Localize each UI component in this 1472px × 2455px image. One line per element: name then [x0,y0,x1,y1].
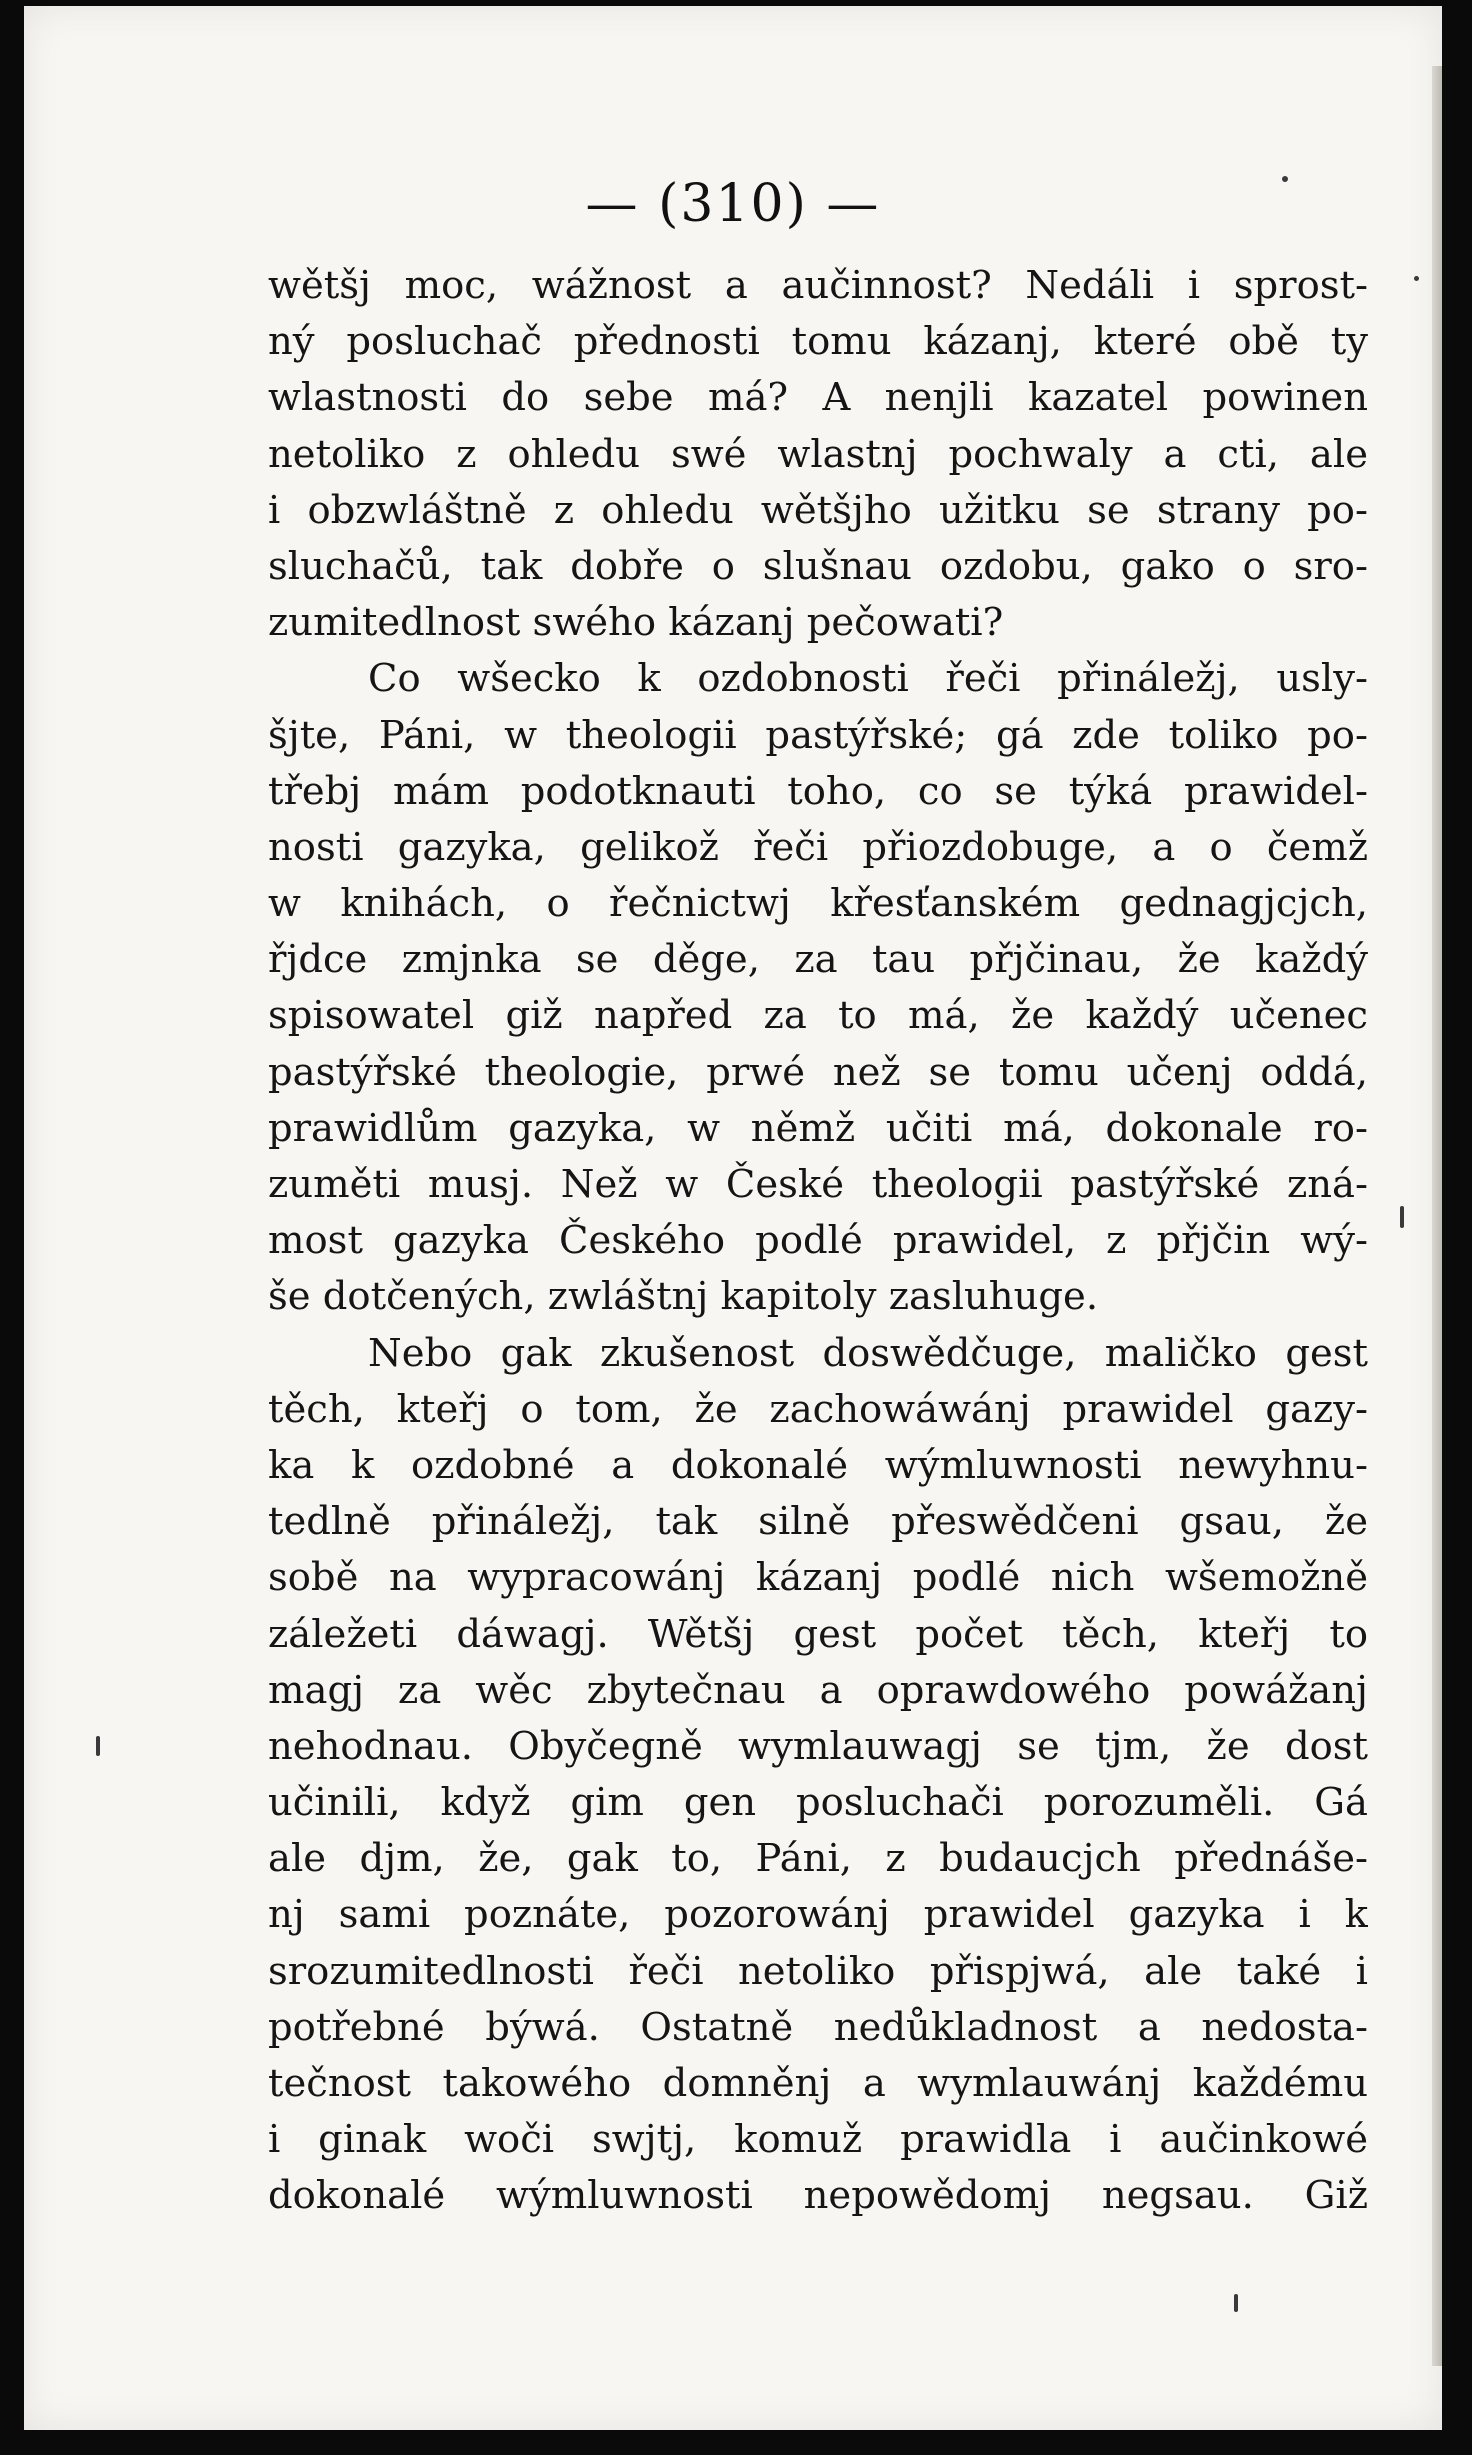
text-line: těch, kteřj o tom, že zachowáwánj prawidel gazy- [268,1386,1368,1432]
text-line: še dotčených, zwláštnj kapitoly zasluhuge. [268,1274,1099,1320]
text-line: nehodnau. Obyčegně wymlauwagj se tjm, že dost [268,1723,1368,1769]
text-line: zumitedlnost swého kázanj pečowati? [268,600,1004,646]
text-line: tečnost takowého domněnj a wymlauwánj každému [268,2061,1368,2106]
text-line: třebj mám podotknauti toho, co se týká prawidel- [268,768,1368,814]
text-line: i ginak woči swjtj, komuž prawidla i aučinkowé [268,2117,1368,2163]
text-line: spisowatel giž napřed za to má, že každý učenec [268,993,1368,1039]
text-line: zuměti musj. Než w České theologii pastýřské zná- [268,1162,1368,1207]
text-line: záležeti dáwagj. Wětšj gest počet těch, kteřj to [268,1611,1368,1657]
print-speck [1414,276,1419,281]
text-line: potřebné býwá. Ostatně nedůkladnost a nedosta- [268,2004,1368,2050]
text-line: sobě na wypracowánj kázanj podlé nich wšemožně [268,1555,1368,1601]
text-line: nosti gazyka, gelikož řeči přiozdobuge, a o čemž [268,824,1368,870]
page-edge-shadow [1432,66,1442,2366]
text-line: tedlně přináležj, tak silně přeswědčeni gsau, že [268,1499,1368,1545]
text-line: učinili, když gim gen posluchači porozuměli. Gá [268,1780,1368,1826]
text-line: ale djm, že, gak to, Páni, z budaucjch přednáše- [268,1836,1368,1882]
text-line: Co wšecko k ozdobnosti řeči přináležj, usly- [368,656,1368,702]
text-line: srozumitedlnosti řeči netoliko přispjwá, ale také i [268,1948,1368,1994]
body-text [268,258,1368,2225]
text-line: nj sami poznáte, pozorowánj prawidel gazyka i k [268,1892,1368,1938]
print-speck [1400,1206,1404,1228]
page-number: — (310) — [585,174,881,234]
text-line: šjte, Páni, w theologii pastýřské; gá zde toliko po- [268,712,1368,758]
text-line: řjdce zmjnka se děge, za tau přjčinau, že každý [268,937,1368,983]
print-speck [1234,2294,1238,2312]
print-speck [1282,176,1288,182]
text-line: sluchačů, tak dobře o slušnau ozdobu, gako o sro- [268,543,1368,589]
text-line: dokonalé wýmluwnosti nepowědomj negsau. Giž [268,2173,1368,2219]
print-speck [96,1736,100,1756]
text-line: pastýřské theologie, prwé než se tomu učenj oddá, [268,1049,1368,1095]
text-line: prawidlům gazyka, w němž učiti má, dokonale ro- [268,1105,1368,1151]
text-line: wlastnosti do sebe má? A nenjli kazatel powinen [268,375,1368,421]
text-line: i obzwláštně z ohledu wětšjho užitku se strany po- [268,487,1368,533]
text-line: magj za wěc zbytečnau a oprawdowého powážanj [268,1667,1368,1713]
text-line: netoliko z ohledu swé wlastnj pochwaly a cti, ale [268,431,1368,477]
text-line: most gazyka Českého podlé prawidel, z přjčin wý- [268,1218,1368,1264]
text-line: ka k ozdobné a dokonalé wýmluwnosti newyhnu- [268,1442,1368,1488]
text-line: w knihách, o řečnictwj křesťanském gednagjcjch, [268,881,1368,927]
book-page [24,6,1442,2430]
text-line: wětšj moc, wážnost a aučinnost? Nedáli i sprost- [268,263,1368,308]
text-line: Nebo gak zkušenost doswědčuge, maličko gest [368,1330,1368,1376]
text-line: ný posluchač přednosti tomu kázanj, které obě ty [268,319,1368,365]
